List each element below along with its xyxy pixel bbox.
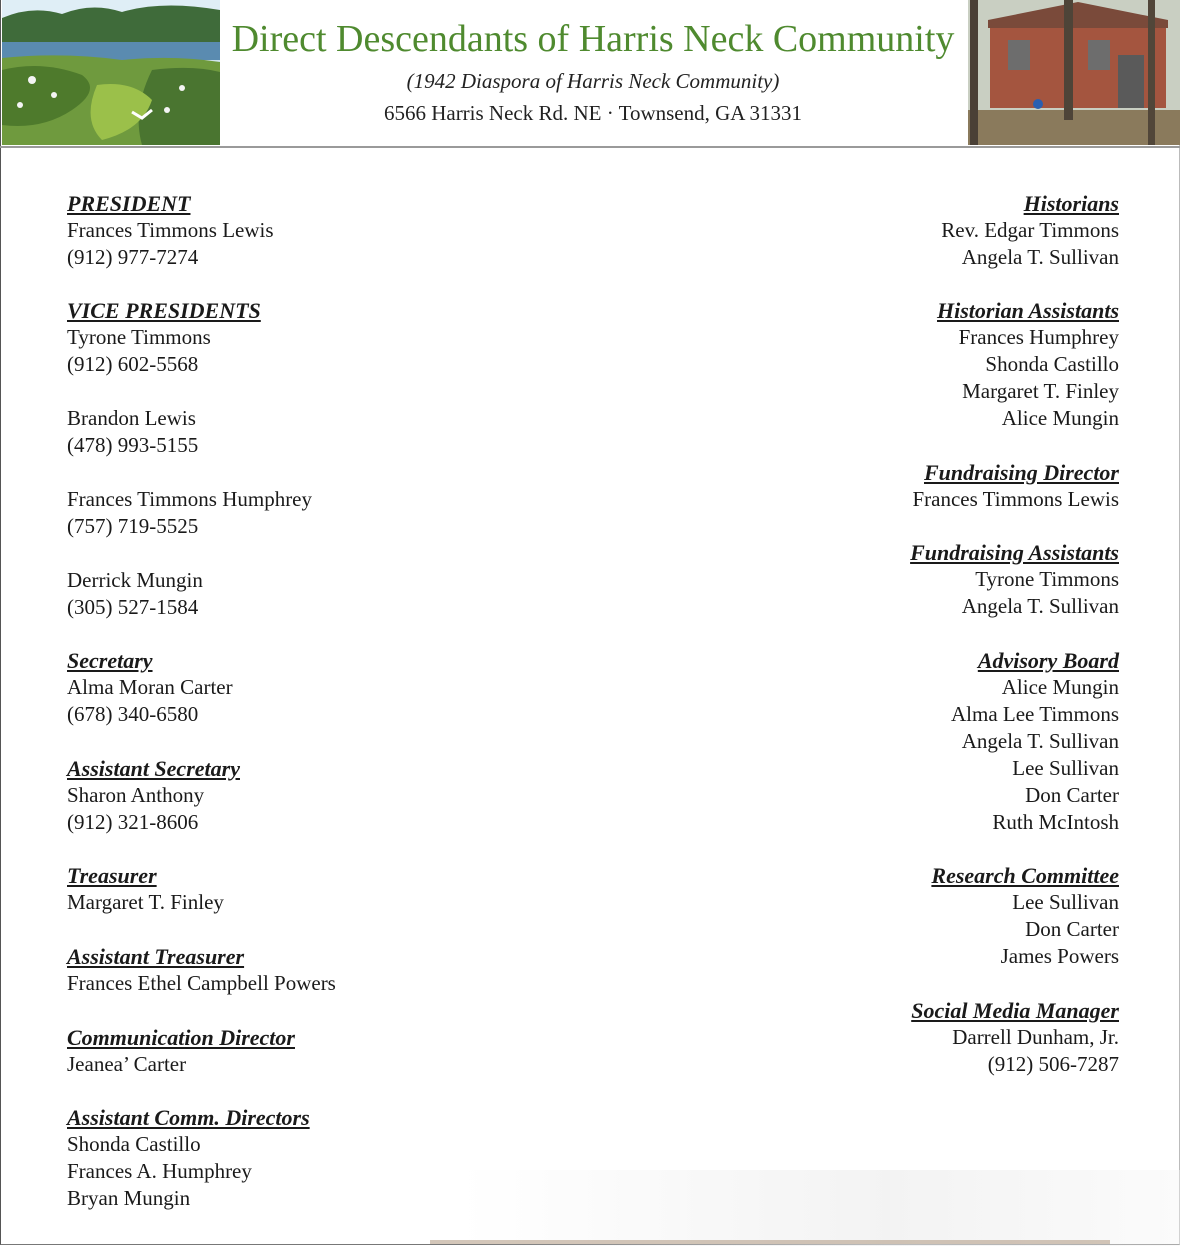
person-name: Don Carter: [1025, 783, 1119, 807]
letterhead: [0, 0, 1180, 148]
section-heading: PRESIDENT: [67, 191, 191, 216]
phone-number: (912) 506-7287: [987, 1052, 1119, 1076]
section-assistant-treasurer: [67, 943, 567, 997]
section-communication-director: [67, 1024, 567, 1078]
section-vice-president-3: [67, 486, 567, 540]
section-president: [67, 190, 567, 271]
person-name: Tyrone Timmons: [975, 567, 1119, 591]
person-name: Darrell Dunham, Jr.: [952, 1025, 1119, 1049]
organization-address: 6566 Harris Neck Rd. NE · Townsend, GA 31331: [383, 101, 803, 125]
person-name: Frances Humphrey: [958, 325, 1119, 349]
person-name: Shonda Castillo: [67, 1132, 201, 1156]
section-vice-president-4: [67, 567, 567, 621]
person-name: Derrick Mungin: [67, 568, 203, 592]
phone-number: (912) 321-8606: [67, 810, 199, 834]
phone-number: (757) 719-5525: [67, 514, 199, 538]
person-name: Alice Mungin: [1001, 406, 1119, 430]
section-secretary: [67, 647, 567, 728]
section-fundraising-director: [599, 459, 1119, 513]
phone-number: (478) 993-5155: [67, 433, 199, 457]
organization-subtitle: (1942 Diaspora of Harris Neck Community): [406, 69, 780, 93]
person-name: Brandon Lewis: [67, 406, 196, 430]
person-name: Lee Sullivan: [1012, 756, 1119, 780]
person-name: Tyrone Timmons: [67, 325, 211, 349]
person-name: Bryan Mungin: [67, 1186, 191, 1210]
person-name: Frances Timmons Lewis: [67, 218, 274, 242]
section-heading: VICE PRESIDENTS: [67, 298, 261, 323]
section-vice-president-2: [67, 405, 567, 459]
section-heading: Advisory Board: [977, 648, 1119, 673]
section-fundraising-assistants: [599, 539, 1119, 620]
person-name: Margaret T. Finley: [962, 379, 1119, 403]
brick-building-photo: [968, 0, 1180, 145]
section-heading: Secretary: [67, 648, 153, 673]
section-heading: Fundraising Assistants: [910, 540, 1119, 565]
person-name: Alma Moran Carter: [67, 675, 233, 699]
section-vice-presidents: [67, 297, 567, 378]
person-name: Angela T. Sullivan: [961, 245, 1119, 269]
section-heading: Communication Director: [67, 1025, 295, 1050]
person-name: Alma Lee Timmons: [950, 702, 1119, 726]
page-curl-shadow: [460, 1170, 1180, 1246]
person-name: Frances Timmons Lewis: [912, 487, 1119, 511]
section-heading: Assistant Treasurer: [67, 944, 245, 969]
person-name: Margaret T. Finley: [67, 890, 224, 914]
section-heading: Social Media Manager: [911, 998, 1119, 1023]
phone-number: (305) 527-1584: [67, 595, 199, 619]
person-name: Lee Sullivan: [1012, 890, 1119, 914]
section-research-committee: [599, 862, 1119, 970]
person-name: Shonda Castillo: [985, 352, 1119, 376]
person-name: Frances A. Humphrey: [67, 1159, 252, 1183]
person-name: Angela T. Sullivan: [961, 729, 1119, 753]
wetlands-photo: [2, 0, 220, 145]
person-name: Frances Timmons Humphrey: [67, 487, 313, 511]
section-social-media-manager: [599, 997, 1119, 1078]
section-assistant-secretary: [67, 755, 567, 836]
section-heading: Treasurer: [67, 863, 157, 888]
section-heading: Historians: [1023, 191, 1119, 216]
person-name: Don Carter: [1025, 917, 1119, 941]
person-name: Jeanea’ Carter: [67, 1052, 187, 1076]
section-advisory-board: [599, 647, 1119, 836]
phone-number: (912) 602-5568: [67, 352, 199, 376]
section-treasurer: [67, 862, 567, 916]
phone-number: (912) 977-7274: [67, 245, 199, 269]
person-name: Frances Ethel Campbell Powers: [67, 971, 336, 995]
person-name: Ruth McIntosh: [992, 810, 1119, 834]
section-heading: Research Committee: [931, 863, 1119, 888]
section-historians: [599, 190, 1119, 271]
bottom-edge-strip: [430, 1240, 1110, 1244]
person-name: James Powers: [1000, 944, 1119, 968]
section-heading: Fundraising Director: [924, 460, 1119, 485]
organization-title: Direct Descendants of Harris Neck Community: [231, 18, 955, 60]
section-historian-assistants: [599, 297, 1119, 432]
person-name: Angela T. Sullivan: [961, 594, 1119, 618]
person-name: Rev. Edgar Timmons: [941, 218, 1119, 242]
section-heading: Historian Assistants: [937, 298, 1119, 323]
section-heading: Assistant Secretary: [67, 756, 240, 781]
header-divider: [0, 146, 1180, 148]
person-name: Sharon Anthony: [67, 783, 205, 807]
phone-number: (678) 340-6580: [67, 702, 199, 726]
person-name: Alice Mungin: [1001, 675, 1119, 699]
section-heading: Assistant Comm. Directors: [67, 1105, 310, 1130]
